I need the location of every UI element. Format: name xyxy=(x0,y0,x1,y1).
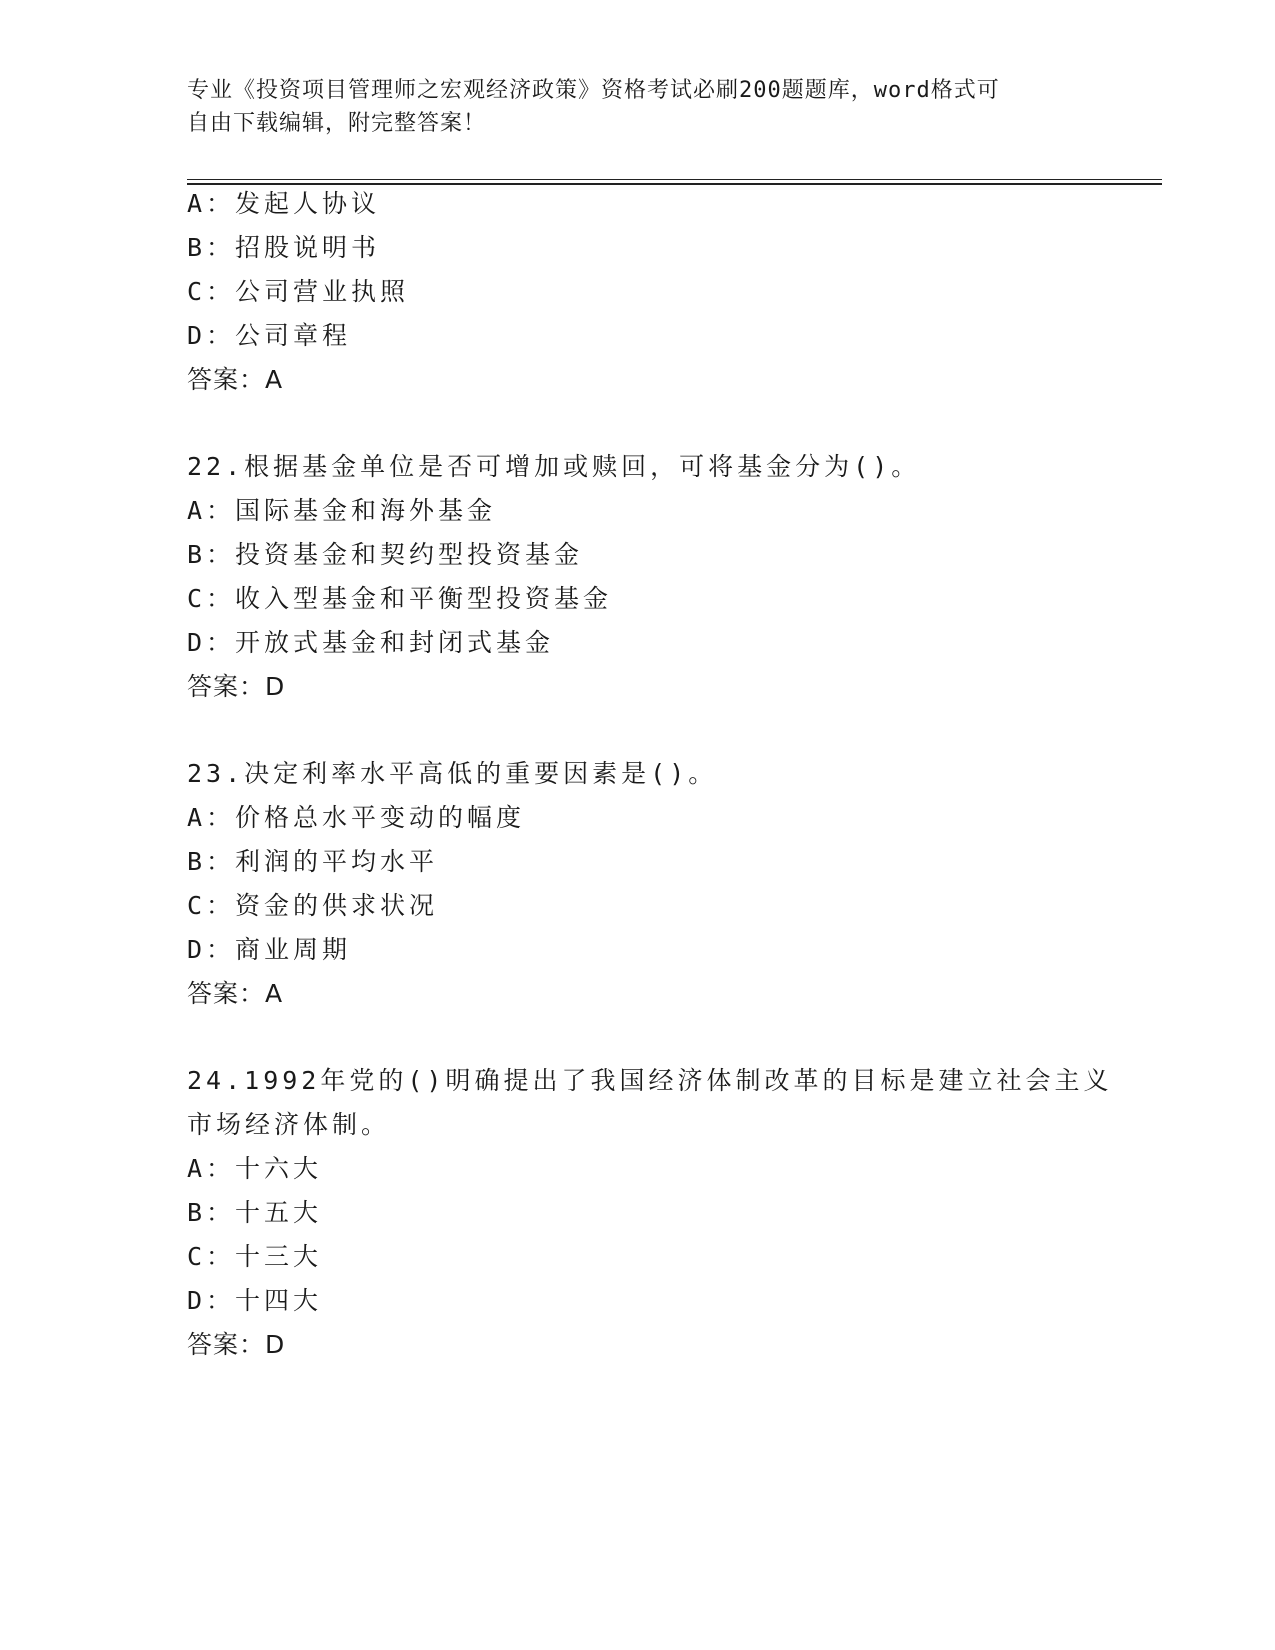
q23-option-d: D：商业周期 xyxy=(187,935,352,964)
q22-answer: 答案：D xyxy=(187,672,286,701)
q21-option-b: B：招股说明书 xyxy=(187,233,381,262)
document-header xyxy=(187,74,1067,140)
q23-answer: 答案：A xyxy=(187,979,284,1008)
q24-option-c: C：十三大 xyxy=(187,1242,323,1271)
q21-option-a: A：发起人协议 xyxy=(187,189,381,218)
q24-option-a: A：十六大 xyxy=(187,1154,323,1183)
header-divider-thick xyxy=(187,183,1162,185)
q22-question: 22.根据基金单位是否可增加或赎回，可将基金分为()。 xyxy=(187,452,921,481)
q23-option-b: B：利润的平均水平 xyxy=(187,847,439,876)
q22-option-b: B：投资基金和契约型投资基金 xyxy=(187,540,584,569)
q23-option-a: A：价格总水平变动的幅度 xyxy=(187,803,526,832)
q21-option-d: D：公司章程 xyxy=(187,321,352,350)
q22-option-a: A：国际基金和海外基金 xyxy=(187,496,497,525)
q22-option-d: D：开放式基金和封闭式基金 xyxy=(187,628,555,657)
q24-option-d: D：十四大 xyxy=(187,1286,323,1315)
q24-question-line-1: 24.1992年党的()明确提出了我国经济体制改革的目标是建立社会主义 xyxy=(187,1066,1113,1095)
header-divider-thin xyxy=(187,179,1162,180)
q23-question: 23.决定利率水平高低的重要因素是()。 xyxy=(187,759,718,788)
q24-question-line-2: 市场经济体制。 xyxy=(187,1110,391,1139)
q24-option-b: B：十五大 xyxy=(187,1198,323,1227)
q21-option-c: C：公司营业执照 xyxy=(187,277,410,306)
q24-answer: 答案：D xyxy=(187,1330,286,1359)
q21-answer: 答案：A xyxy=(187,365,284,394)
q22-option-c: C：收入型基金和平衡型投资基金 xyxy=(187,584,613,613)
header-line-2: 自由下载编辑，附完整答案！ xyxy=(187,111,487,136)
q23-option-c: C：资金的供求状况 xyxy=(187,891,439,920)
header-line-1: 专业《投资项目管理师之宏观经济政策》资格考试必刷200题题库，word格式可 xyxy=(187,78,1000,103)
